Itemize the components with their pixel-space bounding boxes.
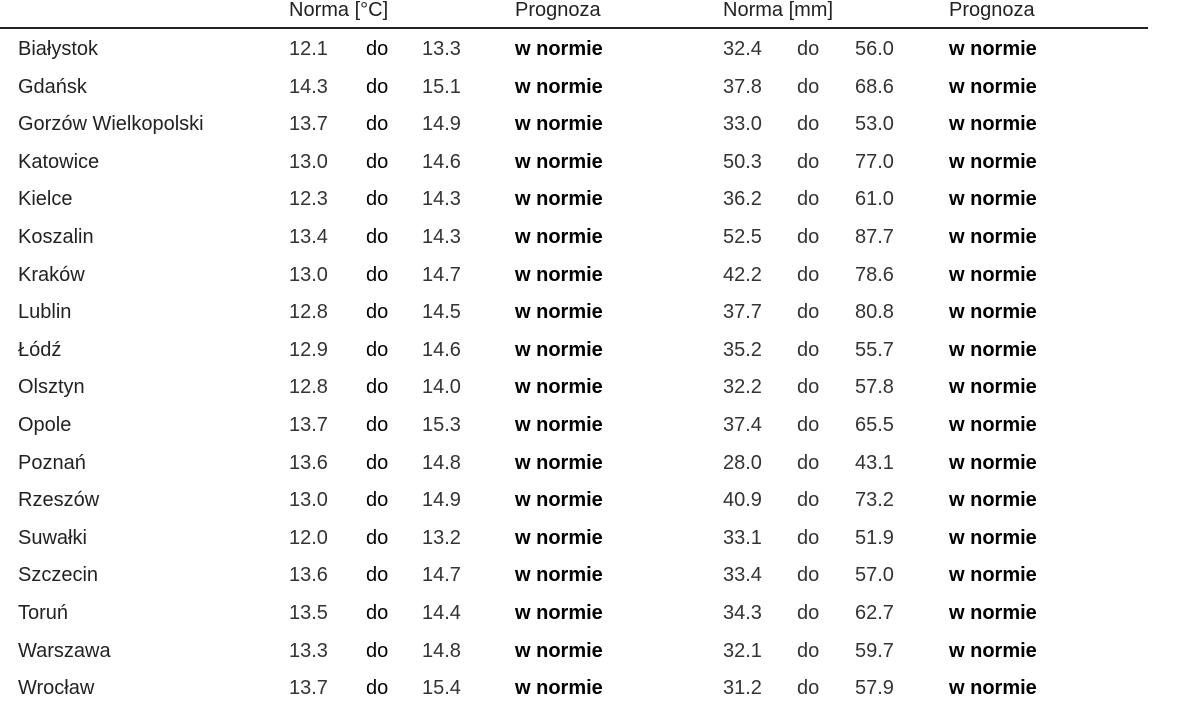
temperature-max: 15.3 — [422, 413, 461, 436]
table-row — [0, 29, 1148, 67]
temperature-separator: do — [366, 301, 389, 324]
temperature-min: 12.0 — [289, 526, 328, 549]
precipitation-forecast: w normie — [949, 263, 1037, 286]
precipitation-forecast: w normie — [949, 225, 1037, 248]
precipitation-separator: do — [797, 225, 820, 248]
table-row — [0, 330, 1148, 368]
precipitation-separator: do — [797, 150, 820, 173]
precipitation-separator: do — [797, 677, 820, 700]
precipitation-min: 40.9 — [723, 489, 762, 512]
temperature-max: 14.9 — [422, 113, 461, 136]
temperature-separator: do — [366, 677, 389, 700]
table-row — [0, 555, 1148, 593]
table-row — [0, 104, 1148, 142]
city-name: Gdańsk — [18, 75, 87, 98]
temperature-forecast: w normie — [515, 564, 603, 587]
city-name: Toruń — [18, 601, 69, 624]
precipitation-min: 33.0 — [723, 113, 762, 136]
precipitation-max: 55.7 — [855, 338, 894, 361]
precipitation-max: 56.0 — [855, 38, 894, 60]
temperature-separator: do — [366, 413, 389, 436]
precipitation-max: 53.0 — [855, 113, 894, 136]
precipitation-max: 80.8 — [855, 301, 894, 324]
temperature-min: 13.7 — [289, 413, 328, 436]
table-row — [0, 480, 1148, 518]
temperature-separator: do — [366, 38, 389, 60]
temperature-separator: do — [366, 564, 389, 587]
precipitation-min: 31.2 — [723, 677, 762, 700]
precipitation-min: 37.7 — [723, 301, 762, 324]
precipitation-forecast: w normie — [949, 413, 1037, 436]
temperature-forecast: w normie — [515, 150, 603, 173]
table-header — [0, 0, 1148, 29]
precipitation-forecast: w normie — [949, 38, 1037, 60]
city-name: Koszalin — [18, 225, 94, 248]
header-temperature-forecast: Prognoza — [515, 0, 601, 21]
temperature-min: 13.3 — [289, 639, 328, 662]
precipitation-forecast: w normie — [949, 188, 1037, 211]
precipitation-forecast: w normie — [949, 376, 1037, 399]
precipitation-min: 32.4 — [723, 38, 762, 60]
temperature-forecast: w normie — [515, 263, 603, 286]
temperature-forecast: w normie — [515, 451, 603, 474]
table-row — [0, 179, 1148, 217]
precipitation-max: 65.5 — [855, 413, 894, 436]
city-name: Warszawa — [18, 639, 111, 662]
temperature-forecast: w normie — [515, 225, 603, 248]
temperature-max: 14.8 — [422, 451, 461, 474]
precipitation-max: 57.0 — [855, 564, 894, 587]
table-row — [0, 443, 1148, 481]
temperature-max: 14.9 — [422, 489, 461, 512]
precipitation-separator: do — [797, 564, 820, 587]
temperature-separator: do — [366, 601, 389, 624]
temperature-separator: do — [366, 150, 389, 173]
temperature-max: 14.4 — [422, 601, 461, 624]
precipitation-min: 37.4 — [723, 413, 762, 436]
temperature-max: 15.4 — [422, 677, 461, 700]
temperature-max: 14.7 — [422, 263, 461, 286]
precipitation-separator: do — [797, 639, 820, 662]
precipitation-max: 61.0 — [855, 188, 894, 211]
precipitation-min: 34.3 — [723, 601, 762, 624]
precipitation-forecast: w normie — [949, 564, 1037, 587]
precipitation-min: 37.8 — [723, 75, 762, 98]
precipitation-forecast: w normie — [949, 75, 1037, 98]
precipitation-forecast: w normie — [949, 526, 1037, 549]
temperature-max: 14.6 — [422, 338, 461, 361]
precipitation-min: 52.5 — [723, 225, 762, 248]
precipitation-separator: do — [797, 113, 820, 136]
temperature-min: 12.8 — [289, 376, 328, 399]
temperature-max: 14.3 — [422, 225, 461, 248]
temperature-max: 15.1 — [422, 75, 461, 98]
precipitation-separator: do — [797, 338, 820, 361]
table-row — [0, 292, 1148, 330]
temperature-min: 13.0 — [289, 150, 328, 173]
temperature-max: 14.0 — [422, 376, 461, 399]
temperature-max: 13.2 — [422, 526, 461, 549]
city-name: Gorzów Wielkopolski — [18, 113, 204, 136]
precipitation-min: 36.2 — [723, 188, 762, 211]
temperature-separator: do — [366, 376, 389, 399]
precipitation-min: 33.4 — [723, 564, 762, 587]
temperature-max: 14.8 — [422, 639, 461, 662]
city-name: Białystok — [18, 38, 99, 60]
temperature-separator: do — [366, 75, 389, 98]
precipitation-separator: do — [797, 263, 820, 286]
temperature-forecast: w normie — [515, 413, 603, 436]
city-name: Łódź — [18, 338, 62, 361]
city-name: Kielce — [18, 188, 73, 211]
table-body — [0, 29, 1148, 706]
precipitation-min: 28.0 — [723, 451, 762, 474]
header-precipitation-forecast: Prognoza — [949, 0, 1035, 21]
precipitation-max: 77.0 — [855, 150, 894, 173]
city-name: Kraków — [18, 263, 85, 286]
precipitation-separator: do — [797, 376, 820, 399]
temperature-min: 13.0 — [289, 263, 328, 286]
city-name: Katowice — [18, 150, 100, 173]
precipitation-forecast: w normie — [949, 113, 1037, 136]
table-row — [0, 631, 1148, 669]
temperature-max: 13.3 — [422, 38, 461, 60]
precipitation-min: 50.3 — [723, 150, 762, 173]
temperature-forecast: w normie — [515, 526, 603, 549]
precipitation-min: 33.1 — [723, 526, 762, 549]
city-name: Olsztyn — [18, 376, 85, 399]
precipitation-max: 57.9 — [855, 677, 894, 700]
precipitation-separator: do — [797, 526, 820, 549]
temperature-forecast: w normie — [515, 639, 603, 662]
temperature-forecast: w normie — [515, 601, 603, 624]
precipitation-min: 32.2 — [723, 376, 762, 399]
temperature-min: 12.9 — [289, 338, 328, 361]
table-row — [0, 593, 1148, 631]
precipitation-min: 32.1 — [723, 639, 762, 662]
precipitation-max: 62.7 — [855, 601, 894, 624]
temperature-min: 12.1 — [289, 38, 328, 60]
header-temperature-norm: Norma [°C] — [289, 0, 389, 21]
temperature-forecast: w normie — [515, 338, 603, 361]
temperature-max: 14.7 — [422, 564, 461, 587]
precipitation-forecast: w normie — [949, 301, 1037, 324]
temperature-forecast: w normie — [515, 113, 603, 136]
temperature-separator: do — [366, 451, 389, 474]
temperature-forecast: w normie — [515, 75, 603, 98]
precipitation-separator: do — [797, 489, 820, 512]
temperature-forecast: w normie — [515, 301, 603, 324]
precipitation-forecast: w normie — [949, 601, 1037, 624]
city-name: Rzeszów — [18, 489, 100, 512]
temperature-forecast: w normie — [515, 489, 603, 512]
temperature-forecast: w normie — [515, 677, 603, 700]
temperature-min: 14.3 — [289, 75, 328, 98]
temperature-max: 14.6 — [422, 150, 461, 173]
precipitation-forecast: w normie — [949, 677, 1037, 700]
precipitation-forecast: w normie — [949, 639, 1037, 662]
precipitation-max: 57.8 — [855, 376, 894, 399]
precipitation-separator: do — [797, 601, 820, 624]
temperature-min: 13.4 — [289, 225, 328, 248]
precipitation-separator: do — [797, 38, 820, 60]
temperature-min: 13.0 — [289, 489, 328, 512]
city-name: Opole — [18, 413, 72, 436]
precipitation-min: 42.2 — [723, 263, 762, 286]
precipitation-separator: do — [797, 301, 820, 324]
precipitation-forecast: w normie — [949, 489, 1037, 512]
precipitation-forecast: w normie — [949, 150, 1037, 173]
precipitation-min: 35.2 — [723, 338, 762, 361]
header-precipitation-norm: Norma [mm] — [723, 0, 833, 21]
temperature-min: 13.7 — [289, 677, 328, 700]
temperature-min: 13.6 — [289, 564, 328, 587]
precipitation-max: 59.7 — [855, 639, 894, 662]
temperature-forecast: w normie — [515, 38, 603, 60]
table-row — [0, 67, 1148, 105]
table-row — [0, 255, 1148, 293]
temperature-separator: do — [366, 188, 389, 211]
city-name: Lublin — [18, 301, 72, 324]
temperature-separator: do — [366, 338, 389, 361]
temperature-min: 12.8 — [289, 301, 328, 324]
precipitation-max: 73.2 — [855, 489, 894, 512]
city-name: Wrocław — [18, 677, 95, 700]
city-name: Poznań — [18, 451, 86, 474]
temperature-forecast: w normie — [515, 188, 603, 211]
precipitation-separator: do — [797, 413, 820, 436]
precipitation-max: 68.6 — [855, 75, 894, 98]
precipitation-max: 87.7 — [855, 225, 894, 248]
precipitation-forecast: w normie — [949, 451, 1037, 474]
city-name: Suwałki — [18, 526, 87, 549]
temperature-separator: do — [366, 639, 389, 662]
precipitation-max: 51.9 — [855, 526, 894, 549]
precipitation-separator: do — [797, 188, 820, 211]
precipitation-forecast: w normie — [949, 338, 1037, 361]
precipitation-separator: do — [797, 451, 820, 474]
table-row — [0, 668, 1148, 706]
temperature-min: 12.3 — [289, 188, 328, 211]
temperature-separator: do — [366, 526, 389, 549]
precipitation-max: 78.6 — [855, 263, 894, 286]
table-row — [0, 217, 1148, 255]
temperature-max: 14.3 — [422, 188, 461, 211]
temperature-min: 13.6 — [289, 451, 328, 474]
temperature-min: 13.5 — [289, 601, 328, 624]
precipitation-max: 43.1 — [855, 451, 894, 474]
temperature-forecast: w normie — [515, 376, 603, 399]
temperature-separator: do — [366, 489, 389, 512]
city-name: Szczecin — [18, 564, 99, 587]
temperature-min: 13.7 — [289, 113, 328, 136]
precipitation-separator: do — [797, 75, 820, 98]
temperature-max: 14.5 — [422, 301, 461, 324]
temperature-separator: do — [366, 225, 389, 248]
table-row — [0, 518, 1148, 556]
temperature-separator: do — [366, 113, 389, 136]
table-row — [0, 142, 1148, 180]
table-row — [0, 405, 1148, 443]
temperature-separator: do — [366, 263, 389, 286]
table-row — [0, 367, 1148, 405]
